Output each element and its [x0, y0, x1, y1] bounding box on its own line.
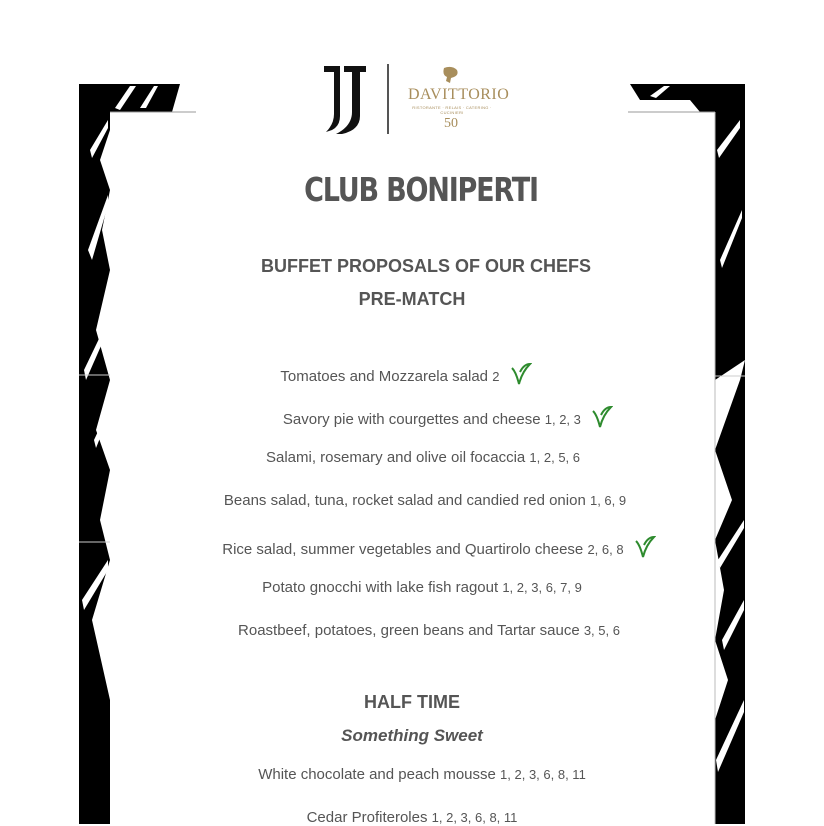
menu-item	[36, 405, 824, 429]
menu-item-allergens: 2	[492, 369, 500, 384]
menu-item-name: Rice salad, summer vegetables and Quartirolo cheese	[222, 541, 584, 558]
menu-item-name: Beans salad, tuna, rocket salad and candied red onion	[223, 492, 586, 509]
menu-item-name: Cedar Profiteroles	[306, 809, 428, 826]
menu-item-allergens: 1, 2, 3, 6, 8, 11	[500, 767, 586, 782]
menu-item-name: Tomatoes and Mozzarela salad	[280, 368, 489, 385]
vegetarian-leaf-icon	[510, 362, 532, 386]
davittorio-head-icon	[440, 66, 460, 84]
menu-item-allergens: 2, 6, 8	[587, 542, 624, 557]
vegetarian-leaf-icon	[591, 405, 613, 429]
half-time-heading: HALF TIME	[364, 692, 460, 712]
menu-item-name: Potato gnocchi with lake fish ragout	[262, 579, 499, 596]
menu-item	[17, 622, 824, 639]
header-logos	[0, 62, 824, 138]
juventus-logo	[322, 64, 370, 134]
menu-item	[13, 492, 824, 509]
vegetarian-leaf-icon	[634, 535, 656, 559]
logo-divider	[387, 64, 389, 134]
menu-item-allergens: 1, 2, 5, 6	[529, 450, 581, 465]
menu-item-allergens: 1, 2, 3, 6, 7, 9	[502, 580, 582, 595]
davittorio-logo-text: DAVITTORIO	[408, 86, 510, 103]
menu-item-name: Savory pie with courgettes and cheese	[282, 411, 541, 428]
pre-match-heading: PRE-MATCH	[358, 289, 466, 309]
menu-item	[0, 809, 824, 826]
menu-item-allergens: 1, 2, 3, 6, 8, 11	[431, 810, 518, 825]
menu-item	[10, 579, 824, 596]
menu-title: CLUB BONIPERTI	[304, 170, 538, 209]
menu-item-allergens: 1, 6, 9	[589, 493, 627, 508]
menu-item	[0, 362, 818, 386]
menu-item	[10, 766, 824, 783]
menu-item-allergens: 1, 2, 3	[544, 412, 581, 427]
menu-item	[11, 449, 824, 466]
menu-item	[27, 535, 824, 559]
davittorio-tagline: RISTORANTE · RELAIS · CATERING · CUCINIERI	[412, 105, 492, 115]
menu-item-name: Roastbeef, potatoes, green beans and Tartar sauce	[238, 622, 580, 639]
anniversary-badge: 50	[444, 116, 458, 131]
half-time-subheading: Something Sweet	[341, 726, 483, 745]
menu-item-allergens: 3, 5, 6	[583, 623, 620, 638]
menu-item-name: White chocolate and peach mousse	[258, 766, 496, 783]
buffet-heading: BUFFET PROPOSALS OF OUR CHEFS	[260, 256, 591, 276]
menu-item-name: Salami, rosemary and olive oil focaccia	[265, 449, 526, 466]
